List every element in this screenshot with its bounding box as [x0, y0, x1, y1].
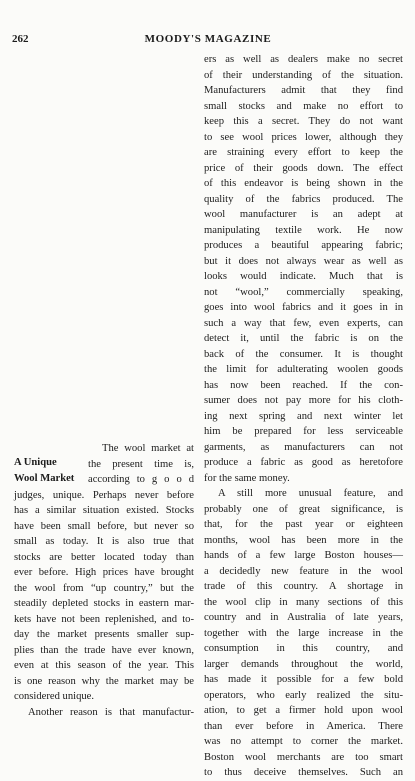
- text-line: Boston wool merchants are too smart: [204, 751, 403, 763]
- text-line: is one reason why the market may be: [14, 675, 194, 687]
- text-line: has now been reached. If the con-: [204, 379, 403, 391]
- text-line: kets have not been replenished, and to-: [14, 613, 194, 625]
- text-line: keep this a secret. They do not want: [204, 116, 403, 127]
- text-line: price of their goods down. The effect: [204, 162, 403, 174]
- text-line: ation, to get a firmer hold upon wool: [204, 705, 403, 716]
- text-line: even at this season of the year. This: [14, 660, 194, 671]
- text-line: has a similar situation existed. Stocks: [14, 505, 194, 516]
- text-line: stocks are better located today than: [14, 551, 194, 563]
- text-line: of their understanding of the situation.: [204, 69, 403, 81]
- side-heading-line: A Unique: [14, 457, 57, 468]
- text-line: ers as well as dealers make no secret: [204, 54, 403, 65]
- narrow-text-block: [88, 441, 194, 488]
- text-line: the present time is,: [88, 458, 194, 470]
- text-line: sumer does not pay more for his cloth-: [204, 395, 403, 406]
- text-line: The wool market at: [102, 443, 194, 454]
- text-line: was no attempt to corner the market.: [204, 736, 403, 747]
- text-line: detect it, until the fabric is on the: [204, 333, 403, 344]
- text-line: to see wool prices lower, although they: [204, 131, 403, 143]
- text-line: of this endeavor is being shown in the: [204, 178, 403, 189]
- text-line: considered unique.: [14, 691, 95, 702]
- text-line: such a way that few, even experts, can: [204, 317, 403, 329]
- magazine-title: MOODY'S MAGAZINE: [144, 33, 272, 45]
- text-line: day the market presents smaller sup-: [14, 629, 194, 640]
- text-line: looks would indicate. Much that is: [204, 271, 403, 282]
- text-line: garments, as manufacturers can not: [204, 441, 403, 453]
- text-line: hands of a few large Boston houses—: [204, 550, 403, 561]
- text-line: according to g o o d: [88, 474, 194, 485]
- text-line: not “wool,” commercially speaking,: [204, 286, 403, 298]
- text-line: Manufacturers admit that they find: [204, 85, 403, 96]
- text-line: produces a beautiful appearing fabric;: [204, 240, 403, 251]
- text-line: wool manufacturer is an adept at: [204, 209, 403, 220]
- text-line: plies than the trade have ever known,: [14, 644, 194, 656]
- text-line: a decidedly new feature in the wool: [204, 565, 403, 577]
- text-line: probably one of great significance, is: [204, 503, 403, 515]
- text-line: larger demands throughout the world,: [204, 658, 403, 670]
- text-line: manipulating textile work. He now: [204, 224, 403, 236]
- text-line: the wool from “up country,” but the: [14, 582, 194, 594]
- sidenote-block: [14, 441, 194, 488]
- text-line: goes into wool fabrics and it goes in in: [204, 302, 403, 313]
- text-line: steadily depleted stocks in eastern mar-: [14, 598, 194, 609]
- right-column: [204, 52, 403, 781]
- page-header: [12, 33, 404, 49]
- text-line: small stocks and make no effort to: [204, 100, 403, 112]
- text-line: small as today. It is also true that: [14, 536, 194, 547]
- text-line: together with the large increase in the: [204, 627, 403, 639]
- text-line: to thus deceive themselves. Such an: [204, 767, 403, 778]
- text-line: consumption in this country, and: [204, 643, 403, 654]
- text-line: operators, who early realized the situ-: [204, 689, 403, 701]
- text-line: ever before. High prices have brought: [14, 567, 194, 578]
- text-line: has made it possible for a few bold: [204, 674, 403, 685]
- text-line: the limit for adulterating woolen goods: [204, 364, 403, 375]
- text-line: country and in Australia of late years,: [204, 612, 403, 623]
- text-line: back of the consumer. It is thought: [204, 348, 403, 360]
- text-line: but it does not always wear as well as: [204, 255, 403, 267]
- text-line: for the same money.: [204, 472, 290, 484]
- side-heading: [14, 455, 74, 486]
- page-number: 262: [12, 33, 29, 45]
- text-line: A still more unusual feature, and: [218, 488, 403, 499]
- left-column: [14, 441, 194, 720]
- side-heading-line: Wool Market: [14, 472, 75, 484]
- text-line: are straining every effort to keep the: [204, 147, 403, 158]
- text-line: Another reason is that manufactur-: [28, 706, 194, 718]
- text-line: the wool clip in many sections of this: [204, 596, 403, 608]
- text-line: produce a fabric as good as heretofore: [204, 457, 403, 468]
- text-line: months, wool has been more in the: [204, 534, 403, 546]
- text-line: quality of the fabrics produced. The: [204, 193, 403, 205]
- text-line: ing next spring and next winter let: [204, 410, 403, 422]
- text-line: have been small before, but never so: [14, 520, 194, 532]
- text-line: judges, unique. Perhaps never before: [14, 489, 194, 501]
- text-line: that, for the past year or eighteen: [204, 519, 403, 530]
- text-line: him be prepared for less serviceable: [204, 426, 403, 437]
- text-line: trade of this country. A shortage in: [204, 581, 403, 592]
- text-line: than ever before in America. There: [204, 720, 403, 732]
